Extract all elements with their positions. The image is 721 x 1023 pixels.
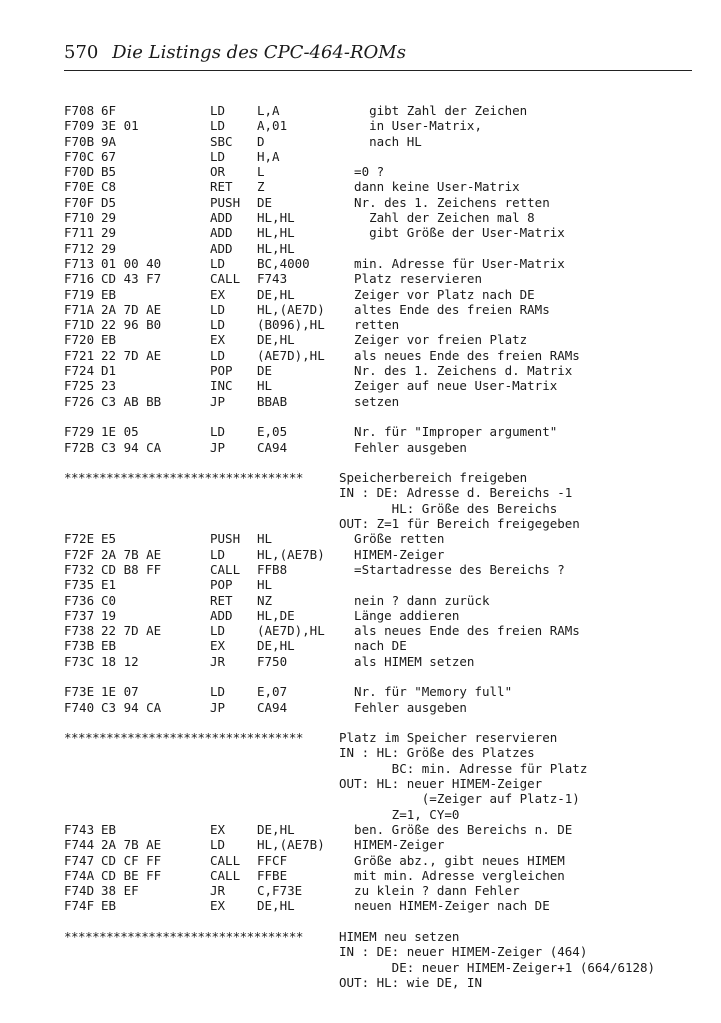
address: F712 <box>64 240 95 256</box>
address: F70D <box>64 164 95 180</box>
description-line <box>64 516 704 531</box>
code-line <box>64 241 704 256</box>
hex-bytes: 2A 7D AE <box>101 301 162 317</box>
address: F72F <box>64 546 95 562</box>
hex-bytes: 38 EF <box>101 883 139 899</box>
comment: als HIMEM setzen <box>339 653 475 669</box>
section-header <box>64 470 704 485</box>
description-line <box>64 745 704 760</box>
code-line <box>64 179 704 194</box>
operand: HL <box>257 378 273 394</box>
hex-bytes: E1 <box>101 577 117 593</box>
code-line <box>64 424 704 439</box>
mnemonic: LD <box>210 546 226 562</box>
comment: =Startadresse des Bereichs ? <box>339 561 565 577</box>
code-line <box>64 225 704 240</box>
hex-bytes: 22 96 B0 <box>101 317 162 333</box>
operand: (AE7D),HL <box>257 623 325 639</box>
comment: Fehler ausgeben <box>339 439 467 455</box>
mnemonic: LD <box>210 317 226 333</box>
comment: HIMEM-Zeiger <box>339 546 445 562</box>
description-text: OUT: Z=1 für Bereich freigegeben <box>339 516 580 532</box>
operand: (B096),HL <box>257 317 325 333</box>
operand: HL,(AE7B) <box>257 837 325 853</box>
code-line <box>64 822 704 837</box>
operand: NZ <box>257 592 273 608</box>
address: F738 <box>64 623 95 639</box>
code-line <box>64 853 704 868</box>
code-line <box>64 149 704 164</box>
hex-bytes: CD BE FF <box>101 867 162 883</box>
hex-bytes: D1 <box>101 363 117 379</box>
hex-bytes: 1E 07 <box>101 684 139 700</box>
hex-bytes: C3 94 CA <box>101 699 162 715</box>
address: F736 <box>64 592 95 608</box>
operand: D <box>257 133 265 149</box>
address: F74A <box>64 867 95 883</box>
hex-bytes: CD CF FF <box>101 852 162 868</box>
hex-bytes: EB <box>101 286 117 302</box>
operand: BBAB <box>257 393 288 409</box>
comment: Nr. des 1. Zeichens retten <box>339 194 550 210</box>
mnemonic: JP <box>210 439 226 455</box>
operand: CA94 <box>257 439 288 455</box>
hex-bytes: 23 <box>101 378 117 394</box>
hex-bytes: 9A <box>101 133 117 149</box>
description-text: BC: min. Adresse für Platz <box>339 760 588 776</box>
comment: altes Ende des freien RAMs <box>339 301 550 317</box>
code-line <box>64 164 704 179</box>
code-line <box>64 883 704 898</box>
mnemonic: EX <box>210 286 226 302</box>
mnemonic: JR <box>210 883 226 899</box>
address: F743 <box>64 821 95 837</box>
address: F73E <box>64 684 95 700</box>
address: F716 <box>64 271 95 287</box>
address: F721 <box>64 347 95 363</box>
mnemonic: LD <box>210 118 226 134</box>
mnemonic: LD <box>210 837 226 853</box>
section-header <box>64 730 704 745</box>
comment: gibt Größe der User-Matrix <box>339 225 565 241</box>
operand: FFBE <box>257 867 288 883</box>
description-line <box>64 944 704 959</box>
operand: F743 <box>257 271 288 287</box>
blank-line <box>64 914 704 929</box>
mnemonic: POP <box>210 577 233 593</box>
hex-bytes: 29 <box>101 210 117 226</box>
operand: HL,DE <box>257 607 295 623</box>
code-line <box>64 302 704 317</box>
comment: Fehler ausgeben <box>339 699 467 715</box>
comment: Größe abz., gibt neues HIMEM <box>339 852 565 868</box>
comment: Zahl der Zeichen mal 8 <box>339 210 535 226</box>
code-line <box>64 898 704 913</box>
mnemonic: CALL <box>210 271 241 287</box>
code-line <box>64 531 704 546</box>
address: F719 <box>64 286 95 302</box>
code-line <box>64 118 704 133</box>
mnemonic: LD <box>210 347 226 363</box>
comment: HIMEM-Zeiger <box>339 837 445 853</box>
description-text: OUT: HL: wie DE, IN <box>339 974 482 990</box>
blank-line <box>64 715 704 730</box>
address: F735 <box>64 577 95 593</box>
operand: HL,HL <box>257 240 295 256</box>
operand: FFCF <box>257 852 288 868</box>
hex-bytes: 29 <box>101 240 117 256</box>
code-line <box>64 317 704 332</box>
mnemonic: CALL <box>210 852 241 868</box>
operand: HL <box>257 531 273 547</box>
hex-bytes: 3E 01 <box>101 118 139 134</box>
code-line <box>64 394 704 409</box>
mnemonic: POP <box>210 363 233 379</box>
comment: nach DE <box>339 638 407 654</box>
operand: CA94 <box>257 699 288 715</box>
section-header <box>64 929 704 944</box>
separator-stars: ********************************** <box>64 730 303 746</box>
mnemonic: LD <box>210 684 226 700</box>
address: F729 <box>64 424 95 440</box>
address: F70F <box>64 194 95 210</box>
mnemonic: EX <box>210 638 226 654</box>
mnemonic: INC <box>210 378 233 394</box>
code-line <box>64 363 704 378</box>
comment: setzen <box>339 393 400 409</box>
assembly-listing <box>64 103 704 990</box>
description-text: Z=1, CY=0 <box>339 806 460 822</box>
operand: DE,HL <box>257 898 295 914</box>
hex-bytes: CD B8 FF <box>101 561 162 577</box>
hex-bytes: C0 <box>101 592 117 608</box>
address: F720 <box>64 332 95 348</box>
section-title: Speicherbereich freigeben <box>339 470 528 486</box>
operand: F750 <box>257 653 288 669</box>
address: F709 <box>64 118 95 134</box>
code-line <box>64 378 704 393</box>
code-line <box>64 638 704 653</box>
code-line <box>64 608 704 623</box>
address: F740 <box>64 699 95 715</box>
mnemonic: JP <box>210 699 226 715</box>
blank-line <box>64 409 704 424</box>
hex-bytes: C8 <box>101 179 117 195</box>
comment: Größe retten <box>339 531 445 547</box>
blank-line <box>64 669 704 684</box>
description-text: (=Zeiger auf Platz-1) <box>339 791 580 807</box>
mnemonic: ADD <box>210 607 233 623</box>
description-line <box>64 761 704 776</box>
mnemonic: LD <box>210 148 226 164</box>
hex-bytes: C3 AB BB <box>101 393 162 409</box>
code-line <box>64 271 704 286</box>
comment: gibt Zahl der Zeichen <box>339 103 528 118</box>
comment: Nr. für "Improper argument" <box>339 424 558 440</box>
mnemonic: CALL <box>210 867 241 883</box>
code-line <box>64 134 704 149</box>
operand: Z <box>257 179 265 195</box>
operand: HL,(AE7D) <box>257 301 325 317</box>
code-line <box>64 654 704 669</box>
hex-bytes: 18 12 <box>101 653 139 669</box>
address: F747 <box>64 852 95 868</box>
description-line <box>64 960 704 975</box>
address: F72B <box>64 439 95 455</box>
address: F710 <box>64 210 95 226</box>
code-line <box>64 868 704 883</box>
operand: (AE7D),HL <box>257 347 325 363</box>
hex-bytes: 6F <box>101 103 117 118</box>
operand: L <box>257 164 265 180</box>
operand: DE,HL <box>257 286 295 302</box>
operand: DE <box>257 194 273 210</box>
operand: H,A <box>257 148 280 164</box>
hex-bytes: C3 94 CA <box>101 439 162 455</box>
address: F711 <box>64 225 95 241</box>
comment: retten <box>339 317 400 333</box>
comment: als neues Ende des freien RAMs <box>339 347 580 363</box>
operand: HL,HL <box>257 225 295 241</box>
comment: nach HL <box>339 133 422 149</box>
description-text: HL: Größe des Bereichs <box>339 500 558 516</box>
comment: Zeiger auf neue User-Matrix <box>339 378 558 394</box>
code-line <box>64 623 704 638</box>
operand: FFB8 <box>257 561 288 577</box>
code-line <box>64 195 704 210</box>
code-line <box>64 348 704 363</box>
hex-bytes: 29 <box>101 225 117 241</box>
operand: L,A <box>257 103 280 118</box>
code-line <box>64 593 704 608</box>
mnemonic: JP <box>210 393 226 409</box>
code-line <box>64 837 704 852</box>
mnemonic: EX <box>210 332 226 348</box>
mnemonic: RET <box>210 592 233 608</box>
address: F726 <box>64 393 95 409</box>
operand: BC,4000 <box>257 255 310 271</box>
hex-bytes: EB <box>101 821 117 837</box>
comment: neuen HIMEM-Zeiger nach DE <box>339 898 550 914</box>
comment: min. Adresse für User-Matrix <box>339 255 565 271</box>
comment: Nr. für "Memory full" <box>339 684 513 700</box>
address: F73B <box>64 638 95 654</box>
description-line <box>64 807 704 822</box>
hex-bytes: 2A 7B AE <box>101 837 162 853</box>
description-line <box>64 485 704 500</box>
address: F70C <box>64 148 95 164</box>
mnemonic: OR <box>210 164 226 180</box>
code-line <box>64 684 704 699</box>
address: F732 <box>64 561 95 577</box>
comment: zu klein ? dann Fehler <box>339 883 520 899</box>
address: F74D <box>64 883 95 899</box>
page-header <box>64 40 692 71</box>
comment: Zeiger vor Platz nach DE <box>339 286 535 302</box>
separator-stars: ********************************** <box>64 470 303 486</box>
description-line <box>64 791 704 806</box>
mnemonic: LD <box>210 301 226 317</box>
comment: nein ? dann zurück <box>339 592 490 608</box>
description-text: IN : DE: neuer HIMEM-Zeiger (464) <box>339 944 588 960</box>
mnemonic: PUSH <box>210 194 241 210</box>
hex-bytes: 22 7D AE <box>101 623 162 639</box>
operand: DE,HL <box>257 638 295 654</box>
comment: mit min. Adresse vergleichen <box>339 867 565 883</box>
operand: A,01 <box>257 118 288 134</box>
mnemonic: CALL <box>210 561 241 577</box>
code-line <box>64 577 704 592</box>
code-line <box>64 332 704 347</box>
address: F70E <box>64 179 95 195</box>
hex-bytes: EB <box>101 638 117 654</box>
operand: DE,HL <box>257 332 295 348</box>
address: F725 <box>64 378 95 394</box>
separator-stars: ********************************** <box>64 929 303 945</box>
address: F737 <box>64 607 95 623</box>
mnemonic: RET <box>210 179 233 195</box>
code-line <box>64 562 704 577</box>
address: F73C <box>64 653 95 669</box>
mnemonic: SBC <box>210 133 233 149</box>
address: F708 <box>64 103 95 118</box>
mnemonic: EX <box>210 821 226 837</box>
address: F71A <box>64 301 95 317</box>
address: F74F <box>64 898 95 914</box>
section-title: Platz im Speicher reservieren <box>339 730 558 746</box>
operand: DE <box>257 363 273 379</box>
code-line <box>64 103 704 118</box>
comment: Zeiger vor freien Platz <box>339 332 528 348</box>
comment: =0 ? <box>339 164 385 180</box>
description-text: IN : HL: Größe des Platzes <box>339 745 535 761</box>
operand: HL,(AE7B) <box>257 546 325 562</box>
code-line <box>64 700 704 715</box>
mnemonic: LD <box>210 255 226 271</box>
hex-bytes: D5 <box>101 194 117 210</box>
mnemonic: ADD <box>210 225 233 241</box>
mnemonic: LD <box>210 103 226 118</box>
mnemonic: ADD <box>210 240 233 256</box>
hex-bytes: CD 43 F7 <box>101 271 162 287</box>
page-number: 570 <box>64 42 99 63</box>
mnemonic: ADD <box>210 210 233 226</box>
mnemonic: EX <box>210 898 226 914</box>
hex-bytes: E5 <box>101 531 117 547</box>
comment: als neues Ende des freien RAMs <box>339 623 580 639</box>
code-line <box>64 256 704 271</box>
blank-line <box>64 455 704 470</box>
code-line <box>64 547 704 562</box>
address: F744 <box>64 837 95 853</box>
operand: E,07 <box>257 684 288 700</box>
operand: DE,HL <box>257 821 295 837</box>
address: F724 <box>64 363 95 379</box>
hex-bytes: 19 <box>101 607 117 623</box>
hex-bytes: EB <box>101 898 117 914</box>
mnemonic: LD <box>210 424 226 440</box>
hex-bytes: B5 <box>101 164 117 180</box>
code-line <box>64 440 704 455</box>
description-line <box>64 975 704 990</box>
address: F70B <box>64 133 95 149</box>
comment: dann keine User-Matrix <box>339 179 520 195</box>
hex-bytes: EB <box>101 332 117 348</box>
operand: HL <box>257 577 273 593</box>
hex-bytes: 67 <box>101 148 117 164</box>
comment: Länge addieren <box>339 607 460 623</box>
section-title: HIMEM neu setzen <box>339 929 460 945</box>
mnemonic: LD <box>210 623 226 639</box>
comment: ben. Größe des Bereichs n. DE <box>339 821 573 837</box>
mnemonic: PUSH <box>210 531 241 547</box>
hex-bytes: 1E 05 <box>101 424 139 440</box>
hex-bytes: 2A 7B AE <box>101 546 162 562</box>
description-line <box>64 776 704 791</box>
page-title: Die Listings des CPC-464-ROMs <box>112 42 406 63</box>
operand: C,F73E <box>257 883 303 899</box>
operand: E,05 <box>257 424 288 440</box>
hex-bytes: 01 00 40 <box>101 255 162 271</box>
address: F72E <box>64 531 95 547</box>
comment: in User-Matrix, <box>339 118 482 134</box>
address: F71D <box>64 317 95 333</box>
description-line <box>64 501 704 516</box>
description-text: IN : DE: Adresse d. Bereichs -1 <box>339 485 573 501</box>
code-line <box>64 210 704 225</box>
operand: HL,HL <box>257 210 295 226</box>
address: F713 <box>64 255 95 271</box>
mnemonic: JR <box>210 653 226 669</box>
description-text: DE: neuer HIMEM-Zeiger+1 (664/6128) <box>339 959 656 975</box>
code-line <box>64 287 704 302</box>
description-text: OUT: HL: neuer HIMEM-Zeiger <box>339 776 543 792</box>
comment: Nr. des 1. Zeichens d. Matrix <box>339 363 573 379</box>
hex-bytes: 22 7D AE <box>101 347 162 363</box>
comment: Platz reservieren <box>339 271 482 287</box>
